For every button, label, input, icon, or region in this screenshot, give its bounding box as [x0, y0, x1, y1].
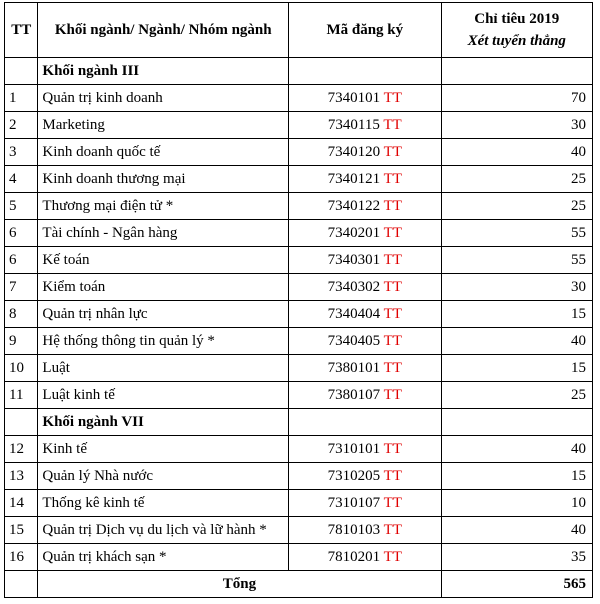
row-name: Quản trị kinh doanh — [38, 85, 289, 112]
row-tt: 13 — [5, 463, 38, 490]
header-name: Khối ngành/ Ngành/ Nhóm ngành — [38, 3, 289, 58]
row-tt: 1 — [5, 85, 38, 112]
row-name: Hệ thống thông tin quản lý * — [38, 328, 289, 355]
total-label: Tổng — [38, 571, 441, 598]
row-quota: 40 — [441, 436, 592, 463]
row-code-suffix: TT — [383, 549, 402, 565]
row-quota: 40 — [441, 328, 592, 355]
row-tt: 10 — [5, 355, 38, 382]
row-name: Thống kê kinh tế — [38, 490, 289, 517]
row-quota: 15 — [441, 463, 592, 490]
row-quota: 10 — [441, 490, 592, 517]
row-tt: 9 — [5, 328, 38, 355]
header-code: Mã đăng ký — [289, 3, 441, 58]
admission-quota-table — [4, 2, 593, 598]
row-name: Luật kinh tế — [38, 382, 289, 409]
header-quota-title: Chỉ tiêu 2019 — [474, 11, 560, 27]
row-quota: 70 — [441, 85, 592, 112]
row-name: Kinh doanh thương mại — [38, 166, 289, 193]
row-code-suffix: TT — [383, 117, 402, 133]
table-row — [5, 85, 593, 112]
row-quota: 25 — [441, 166, 592, 193]
row-code-suffix: TT — [383, 306, 402, 322]
row-tt: 16 — [5, 544, 38, 571]
table-row — [5, 382, 593, 409]
row-code-number: 7340115 — [327, 117, 380, 133]
row-name: Quản lý Nhà nước — [38, 463, 289, 490]
row-name: Kinh doanh quốc tế — [38, 139, 289, 166]
row-code-suffix: TT — [383, 252, 402, 268]
group-quota-cell — [441, 409, 592, 436]
header-row — [5, 3, 593, 58]
header-tt: TT — [5, 3, 38, 58]
row-code-number: 7340120 — [327, 144, 381, 160]
row-code — [289, 193, 441, 220]
row-name: Tài chính - Ngân hàng — [38, 220, 289, 247]
row-code — [289, 463, 441, 490]
table-row — [5, 544, 593, 571]
group-row — [5, 58, 593, 85]
table-row — [5, 436, 593, 463]
header-quota-sub: Xét tuyển thẳng — [467, 33, 566, 49]
group-tt-cell — [5, 58, 38, 85]
row-code-suffix: TT — [383, 90, 402, 106]
total-tt-cell — [5, 571, 38, 598]
row-tt: 2 — [5, 112, 38, 139]
row-name: Kiểm toán — [38, 274, 289, 301]
row-code — [289, 166, 441, 193]
row-name: Marketing — [38, 112, 289, 139]
row-name: Luật — [38, 355, 289, 382]
group-title: Khối ngành III — [38, 58, 289, 85]
row-code — [289, 355, 441, 382]
row-code — [289, 328, 441, 355]
row-code — [289, 112, 441, 139]
row-name: Kế toán — [38, 247, 289, 274]
row-code-number: 7340302 — [327, 279, 381, 295]
row-tt: 4 — [5, 166, 38, 193]
row-tt: 3 — [5, 139, 38, 166]
table-row — [5, 112, 593, 139]
row-quota: 15 — [441, 301, 592, 328]
row-code-suffix: TT — [383, 360, 402, 376]
row-name: Quản trị Dịch vụ du lịch và lữ hành * — [38, 517, 289, 544]
row-code-number: 7310107 — [327, 495, 381, 511]
row-tt: 14 — [5, 490, 38, 517]
row-code — [289, 247, 441, 274]
group-row — [5, 409, 593, 436]
row-tt: 15 — [5, 517, 38, 544]
row-code — [289, 517, 441, 544]
header-quota — [441, 3, 592, 58]
row-code-number: 7340121 — [327, 171, 381, 187]
row-code-number: 7310205 — [327, 468, 381, 484]
row-quota: 35 — [441, 544, 592, 571]
row-quota: 55 — [441, 220, 592, 247]
row-code-suffix: TT — [383, 225, 402, 241]
row-quota: 30 — [441, 112, 592, 139]
row-code-suffix: TT — [383, 198, 402, 214]
table-row — [5, 220, 593, 247]
row-code-number: 7340301 — [327, 252, 381, 268]
total-value: 565 — [441, 571, 592, 598]
table-row — [5, 328, 593, 355]
table-row — [5, 166, 593, 193]
row-tt: 12 — [5, 436, 38, 463]
row-tt: 7 — [5, 274, 38, 301]
row-code-number: 7340405 — [327, 333, 381, 349]
table-row — [5, 274, 593, 301]
table-row — [5, 463, 593, 490]
table-row — [5, 490, 593, 517]
row-tt: 11 — [5, 382, 38, 409]
table-row — [5, 193, 593, 220]
table-row — [5, 301, 593, 328]
row-tt: 8 — [5, 301, 38, 328]
row-quota: 40 — [441, 517, 592, 544]
row-code-suffix: TT — [383, 333, 402, 349]
group-tt-cell — [5, 409, 38, 436]
group-code-cell — [289, 58, 441, 85]
row-code — [289, 436, 441, 463]
row-code — [289, 301, 441, 328]
row-name: Kinh tế — [38, 436, 289, 463]
row-quota: 25 — [441, 382, 592, 409]
row-quota: 15 — [441, 355, 592, 382]
row-code-suffix: TT — [383, 387, 402, 403]
group-title: Khối ngành VII — [38, 409, 289, 436]
total-row — [5, 571, 593, 598]
row-quota: 25 — [441, 193, 592, 220]
row-name: Quản trị khách sạn * — [38, 544, 289, 571]
row-code-suffix: TT — [383, 441, 402, 457]
row-code-number: 7380107 — [327, 387, 381, 403]
table-row — [5, 247, 593, 274]
row-quota: 55 — [441, 247, 592, 274]
row-code — [289, 85, 441, 112]
table-row — [5, 517, 593, 544]
table-row — [5, 139, 593, 166]
group-code-cell — [289, 409, 441, 436]
row-code-number: 7310101 — [327, 441, 381, 457]
row-code — [289, 544, 441, 571]
row-code-suffix: TT — [383, 468, 402, 484]
row-code-number: 7340122 — [327, 198, 381, 214]
row-code — [289, 139, 441, 166]
row-name: Quản trị nhân lực — [38, 301, 289, 328]
row-code-number: 7810201 — [327, 549, 381, 565]
row-quota: 40 — [441, 139, 592, 166]
row-code-number: 7340404 — [327, 306, 381, 322]
row-code-suffix: TT — [383, 522, 402, 538]
group-quota-cell — [441, 58, 592, 85]
row-code-suffix: TT — [383, 144, 402, 160]
row-name: Thương mại điện tử * — [38, 193, 289, 220]
row-quota: 30 — [441, 274, 592, 301]
row-code-suffix: TT — [383, 279, 402, 295]
row-tt: 6 — [5, 247, 38, 274]
row-code — [289, 220, 441, 247]
row-code-number: 7810103 — [327, 522, 381, 538]
row-tt: 5 — [5, 193, 38, 220]
row-code-suffix: TT — [383, 495, 402, 511]
row-code-number: 7340201 — [327, 225, 381, 241]
table-row — [5, 355, 593, 382]
row-tt: 6 — [5, 220, 38, 247]
row-code — [289, 382, 441, 409]
row-code-number: 7340101 — [327, 90, 381, 106]
row-code-suffix: TT — [383, 171, 402, 187]
row-code — [289, 274, 441, 301]
table-body — [5, 58, 593, 598]
row-code — [289, 490, 441, 517]
row-code-number: 7380101 — [327, 360, 381, 376]
